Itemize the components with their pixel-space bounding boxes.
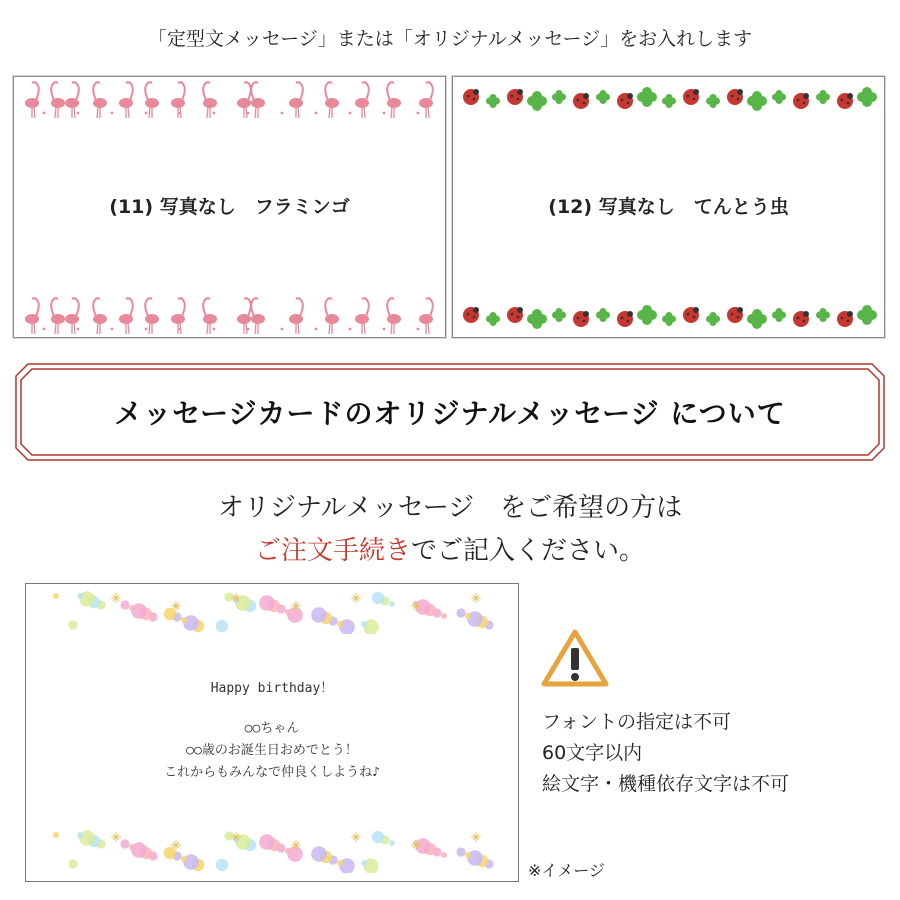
ladybug-icon xyxy=(463,307,479,323)
clover-icon xyxy=(706,312,720,326)
confetti-dot xyxy=(337,621,343,627)
ladybug-icon xyxy=(617,311,633,327)
confetti-dot xyxy=(164,608,176,620)
confetti-dot xyxy=(465,852,471,858)
confetti-dot xyxy=(181,617,187,623)
confetti-dot xyxy=(224,831,233,840)
clover-icon xyxy=(486,312,500,326)
sparkle-icon xyxy=(111,593,121,603)
flamingo-icon xyxy=(251,298,265,334)
clover-icon xyxy=(857,87,877,107)
ladybug-icon xyxy=(683,307,699,323)
confetti-border-top xyxy=(26,590,518,634)
clover-icon xyxy=(816,90,830,104)
confetti-dot xyxy=(361,860,367,866)
ladybug-icon xyxy=(793,93,809,109)
confetti-dot xyxy=(285,609,291,615)
image-note: ※イメージ xyxy=(528,861,605,880)
flamingo-border-top xyxy=(14,79,445,119)
note-length: 60文字以内 xyxy=(542,742,643,764)
confetti-dot xyxy=(285,848,291,854)
instruction-line-2 xyxy=(0,530,900,567)
sample-greeting: Happy birthday！ xyxy=(210,681,334,696)
top-note: 「定型文メッセージ」または「オリジナルメッセージ」をお入れします xyxy=(147,28,753,50)
flamingo-icon xyxy=(289,298,303,334)
clover-icon xyxy=(706,94,720,108)
confetti-border-bottom xyxy=(26,829,518,873)
confetti-dot xyxy=(129,605,135,611)
sparkle-icon xyxy=(351,593,361,603)
clover-icon xyxy=(747,309,767,329)
confetti-dot xyxy=(68,620,77,629)
confetti-dot xyxy=(372,831,384,843)
flamingo-icon xyxy=(25,82,39,118)
clover-icon xyxy=(662,312,676,326)
card-flamingo xyxy=(13,76,446,338)
ladybug-icon xyxy=(507,307,523,323)
flamingo-icon xyxy=(387,82,401,118)
ladybug-icon xyxy=(727,89,743,105)
clover-icon xyxy=(637,305,657,325)
card-label: (12) 写真なし てんとう虫 xyxy=(548,196,789,218)
confetti-dot xyxy=(456,608,465,617)
flamingo-icon xyxy=(251,82,265,118)
ladybug-border-top xyxy=(453,81,884,115)
card-label: (11) 写真なし フラミンゴ xyxy=(109,196,350,218)
confetti-dot xyxy=(259,834,275,850)
sparkle-icon xyxy=(471,832,481,842)
flamingo-icon xyxy=(355,82,369,118)
confetti-dot xyxy=(259,595,275,611)
flamingo-icon xyxy=(289,82,303,118)
clover-icon xyxy=(527,309,547,329)
clover-icon xyxy=(662,94,676,108)
flamingo-icon xyxy=(119,82,133,118)
note-emoji: 絵文字・機種依存文字は不可 xyxy=(542,773,790,795)
ladybug-icon xyxy=(573,311,589,327)
order-procedure-highlight: ご注文手続き xyxy=(254,536,411,566)
sparkle-icon xyxy=(111,832,121,842)
confetti-dot xyxy=(389,601,395,607)
confetti-dot xyxy=(339,619,355,634)
ladybug-icon xyxy=(837,311,853,327)
ladybug-icon xyxy=(507,89,523,105)
confetti-dot xyxy=(181,856,187,862)
confetti-dot xyxy=(311,607,327,623)
confetti-dot xyxy=(216,620,228,632)
clover-icon xyxy=(637,87,657,107)
clover-icon xyxy=(816,308,830,322)
confetti-dot xyxy=(77,593,83,599)
confetti-dot xyxy=(363,619,379,634)
confetti-dot xyxy=(339,858,355,873)
confetti-dot xyxy=(441,613,447,619)
clover-icon xyxy=(596,90,610,104)
confetti-dot xyxy=(456,847,465,856)
confetti-dot xyxy=(361,621,367,627)
flamingo-icon xyxy=(355,298,369,334)
ladybug-icon xyxy=(727,307,743,323)
confetti-dot xyxy=(120,600,129,609)
confetti-dot xyxy=(311,846,327,862)
confetti-dot xyxy=(372,592,384,604)
clover-icon xyxy=(772,308,786,322)
confetti-dot xyxy=(216,859,228,871)
flamingo-icon xyxy=(51,82,65,118)
flamingo-icon xyxy=(325,298,339,334)
sparkle-icon xyxy=(471,593,481,603)
card-ladybug xyxy=(452,76,885,338)
flamingo-icon xyxy=(419,82,433,118)
confetti-dot xyxy=(224,592,233,601)
flamingo-icon xyxy=(51,298,65,334)
flamingo-icon xyxy=(93,298,107,334)
confetti-dot xyxy=(53,832,59,838)
instruction-rest: でご記入ください。 xyxy=(411,536,646,566)
confetti-dot xyxy=(120,839,129,848)
clover-icon xyxy=(527,91,547,111)
confetti-dot xyxy=(68,859,77,868)
confetti-dot xyxy=(337,860,343,866)
confetti-dot xyxy=(164,847,176,859)
ladybug-icon xyxy=(793,311,809,327)
ladybug-icon xyxy=(617,93,633,109)
clover-icon xyxy=(486,94,500,108)
banner-title: メッセージカードのオリジナルメッセージ について xyxy=(114,397,786,430)
instruction-line-1: オリジナルメッセージ をご希望の方は xyxy=(217,493,683,523)
flamingo-icon xyxy=(325,82,339,118)
sample-line-3: これからもみんなで仲良くしようね♪ xyxy=(164,765,380,780)
flamingo-icon xyxy=(93,82,107,118)
flamingo-icon xyxy=(171,82,185,118)
warning-icon xyxy=(541,628,609,692)
sample-line-1: ○○ちゃん xyxy=(244,721,300,736)
clover-icon xyxy=(552,308,566,322)
confetti-dot xyxy=(129,844,135,850)
confetti-dot xyxy=(363,858,379,873)
flamingo-icon xyxy=(119,298,133,334)
ladybug-icon xyxy=(683,89,699,105)
flamingo-icon xyxy=(387,298,401,334)
ladybug-icon xyxy=(837,93,853,109)
sample-message-card xyxy=(25,583,519,882)
confetti-dot xyxy=(441,852,447,858)
clover-icon xyxy=(747,91,767,111)
confetti-dot xyxy=(389,840,395,846)
ladybug-icon xyxy=(573,93,589,109)
flamingo-border-bottom xyxy=(14,295,445,335)
clover-icon xyxy=(857,305,877,325)
ladybug-icon xyxy=(463,89,479,105)
flamingo-icon xyxy=(419,298,433,334)
sparkle-icon xyxy=(351,832,361,842)
confetti-dot xyxy=(53,593,59,599)
sample-line-2: ○○歳のお誕生日おめでとう！ xyxy=(186,743,358,758)
flamingo-icon xyxy=(25,298,39,334)
note-font: フォントの指定は不可 xyxy=(542,711,732,733)
confetti-dot xyxy=(465,613,471,619)
clover-icon xyxy=(552,90,566,104)
ladybug-border-bottom xyxy=(453,299,884,333)
flamingo-icon xyxy=(171,298,185,334)
confetti-dot xyxy=(77,832,83,838)
clover-icon xyxy=(596,308,610,322)
clover-icon xyxy=(772,90,786,104)
